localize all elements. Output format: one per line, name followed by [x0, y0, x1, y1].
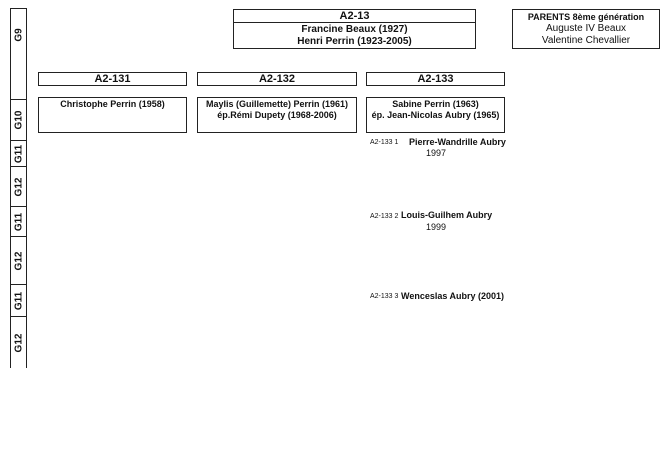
grandchild-name: Louis-Guilhem Aubry	[401, 210, 493, 220]
gen-label: G9	[13, 27, 25, 42]
child-line-2: ép. Jean-Nicolas Aubry (1965)	[371, 110, 500, 120]
gen-row-g12	[11, 316, 27, 368]
grandchild-entry	[370, 291, 520, 305]
gen-label: G12	[13, 177, 25, 196]
parents-title: PARENTS 8ème génération	[527, 12, 645, 22]
grandchild-entry	[370, 210, 510, 234]
grandchild-name: Wenceslas Aubry (2001)	[401, 291, 505, 301]
gen-label: G12	[13, 333, 25, 352]
grandchild-year: 1999	[426, 222, 447, 232]
gen-row-spacer	[11, 60, 27, 99]
gen-row-g9	[11, 8, 27, 60]
gen-row-g12	[11, 166, 27, 206]
parents-generation-box	[512, 9, 660, 49]
parent-code: A2-13	[234, 10, 475, 23]
grandchild-code: A2-133 2	[370, 213, 399, 220]
gen-row-g11	[11, 206, 27, 236]
child-box-a2-133	[366, 97, 505, 133]
parents-line-1: Auguste IV Beaux	[545, 23, 627, 34]
grandchild-code: A2-133 3	[370, 293, 399, 300]
gen-label: G11	[13, 212, 25, 231]
parent-line-1: Francine Beaux (1927)	[301, 24, 408, 35]
child-code-a2-131: A2-131	[38, 72, 187, 86]
gen-row-g10	[11, 99, 27, 140]
grandchild-year: 1997	[426, 148, 447, 158]
gen-row-g11	[11, 284, 27, 316]
child-code-a2-132: A2-132	[197, 72, 357, 86]
parents-line-2: Valentine Chevallier	[541, 35, 631, 46]
parent-couple-box	[233, 9, 476, 49]
child-line-1: Christophe Perrin (1958)	[60, 99, 165, 109]
child-line-1: Maylis (Guillemette) Perrin (1961)	[205, 99, 349, 109]
gen-label: G11	[13, 144, 25, 163]
child-box-a2-131	[38, 97, 187, 133]
child-line-2: ép.Rémi Dupety (1968-2006)	[217, 110, 337, 120]
child-code-a2-133: A2-133	[366, 72, 505, 86]
grandchild-entry	[370, 137, 510, 161]
gen-label: G12	[13, 251, 25, 270]
gen-row-g12	[11, 236, 27, 284]
parent-line-2: Henri Perrin (1923-2005)	[297, 36, 412, 47]
grandchild-code: A2-133 1	[370, 139, 399, 146]
child-line-1: Sabine Perrin (1963)	[392, 99, 479, 109]
gen-label: G10	[13, 110, 25, 130]
gen-row-g11	[11, 140, 27, 166]
grandchild-name: Pierre-Wandrille Aubry	[409, 137, 506, 147]
child-box-a2-132	[197, 97, 357, 133]
gen-label: G11	[13, 291, 25, 310]
generation-column	[10, 8, 27, 368]
